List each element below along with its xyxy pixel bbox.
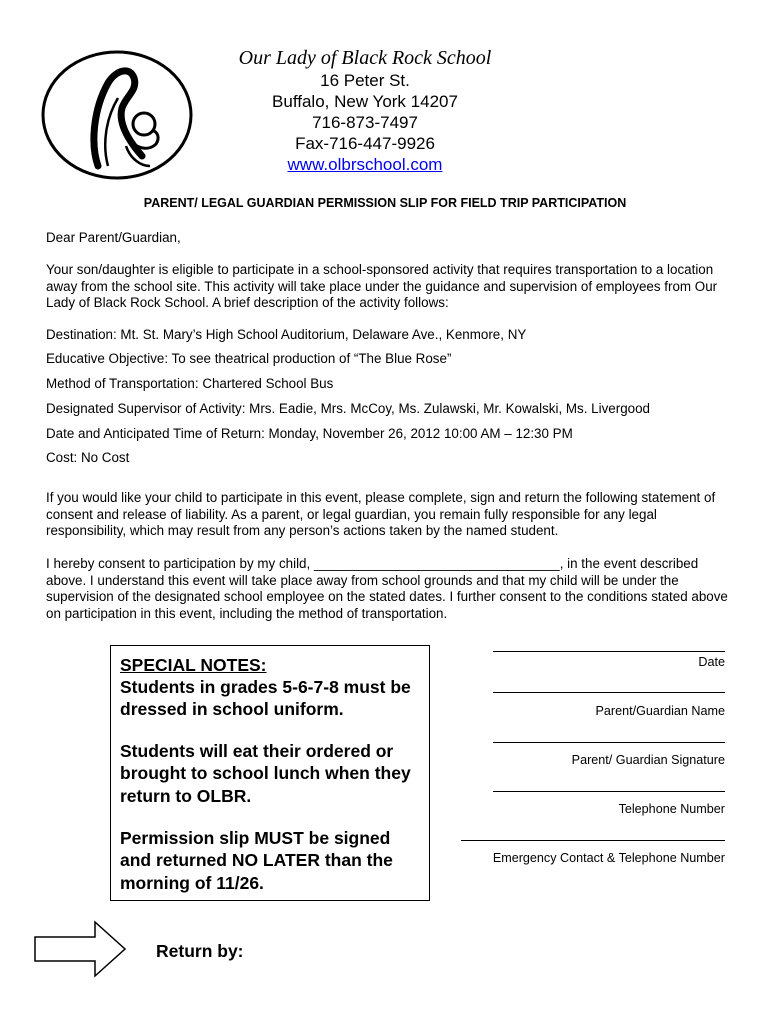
special-notes-heading: SPECIAL NOTES:	[120, 655, 267, 675]
guardian-name-label: Parent/Guardian Name	[595, 704, 725, 718]
school-name: Our Lady of Black Rock School	[238, 47, 492, 69]
address-city: Buffalo, New York 14207	[272, 92, 458, 111]
phone-number: 716-873-7497	[312, 113, 418, 132]
date-label: Date	[698, 655, 725, 669]
note-lunch: Students will eat their ordered or brought to school lunch when they return to OLBR.	[120, 741, 411, 806]
supervisor-detail: Designated Supervisor of Activity: Mrs. Eadie, Mrs. McCoy, Ms. Zulawski, Mr. Kowalski, Ms. Livergood	[46, 401, 650, 416]
telephone-label: Telephone Number	[618, 802, 725, 816]
address-street: 16 Peter St.	[320, 71, 410, 90]
school-logo-icon	[38, 48, 196, 183]
guardian-signature-label: Parent/ Guardian Signature	[571, 753, 725, 767]
right-arrow-icon	[33, 920, 128, 978]
return-time-detail: Date and Anticipated Time of Return: Monday, November 26, 2012 10:00 AM – 12:30 PM	[46, 426, 573, 441]
return-by-label: Return by:	[156, 941, 244, 961]
cost-detail: Cost: No Cost	[46, 450, 130, 465]
note-deadline: Permission slip MUST be signed and returned NO LATER than the morning of 11/26.	[120, 828, 393, 893]
telephone-line[interactable]	[493, 791, 725, 792]
note-uniform: Students in grades 5-6-7-8 must be dressed in school uniform.	[120, 677, 411, 720]
document-title: PARENT/ LEGAL GUARDIAN PERMISSION SLIP FOR FIELD TRIP PARTICIPATION	[143, 196, 627, 210]
date-line[interactable]	[493, 651, 725, 652]
consent-paragraph: If you would like your child to participate in this event, please complete, sign and return the following statement of consent and release of liability. As a parent, or legal guardian, you remain fully responsible for any legal responsibility, which may result from any person’s actions taken by the named student.	[46, 490, 716, 539]
emergency-contact-label: Emergency Contact & Telephone Number	[492, 851, 725, 865]
objective-detail: Educative Objective: To see theatrical production of “The Blue Rose”	[46, 351, 452, 366]
destination-detail: Destination: Mt. St. Mary’s High School Auditorium, Delaware Ave., Kenmore, NY	[46, 327, 527, 342]
transportation-detail: Method of Transportation: Chartered School Bus	[46, 376, 334, 391]
guardian-signature-line[interactable]	[493, 742, 725, 743]
salutation: Dear Parent/Guardian,	[46, 230, 181, 245]
emergency-contact-line[interactable]	[461, 840, 725, 841]
fax-number: Fax-716-447-9926	[295, 134, 435, 153]
guardian-name-line[interactable]	[493, 692, 725, 693]
intro-paragraph: Your son/daughter is eligible to participate in a school-sponsored activity that requires transportation to a location away from the school site. This activity will take place under the guidance and supervision of employees from Our Lady of Black Rock School. A brief description of the activity follows:	[46, 262, 718, 311]
website-link[interactable]: www.olbrschool.com	[287, 155, 443, 174]
consent-statement: I hereby consent to participation by my child, _________________________________, in the event described above. I understand this event will take place away from school grounds and that my child will be under the supervision of the designated school employee on the stated dates. I further consent to the conditions stated above on participation in this event, including the method of transportation.	[46, 556, 728, 621]
